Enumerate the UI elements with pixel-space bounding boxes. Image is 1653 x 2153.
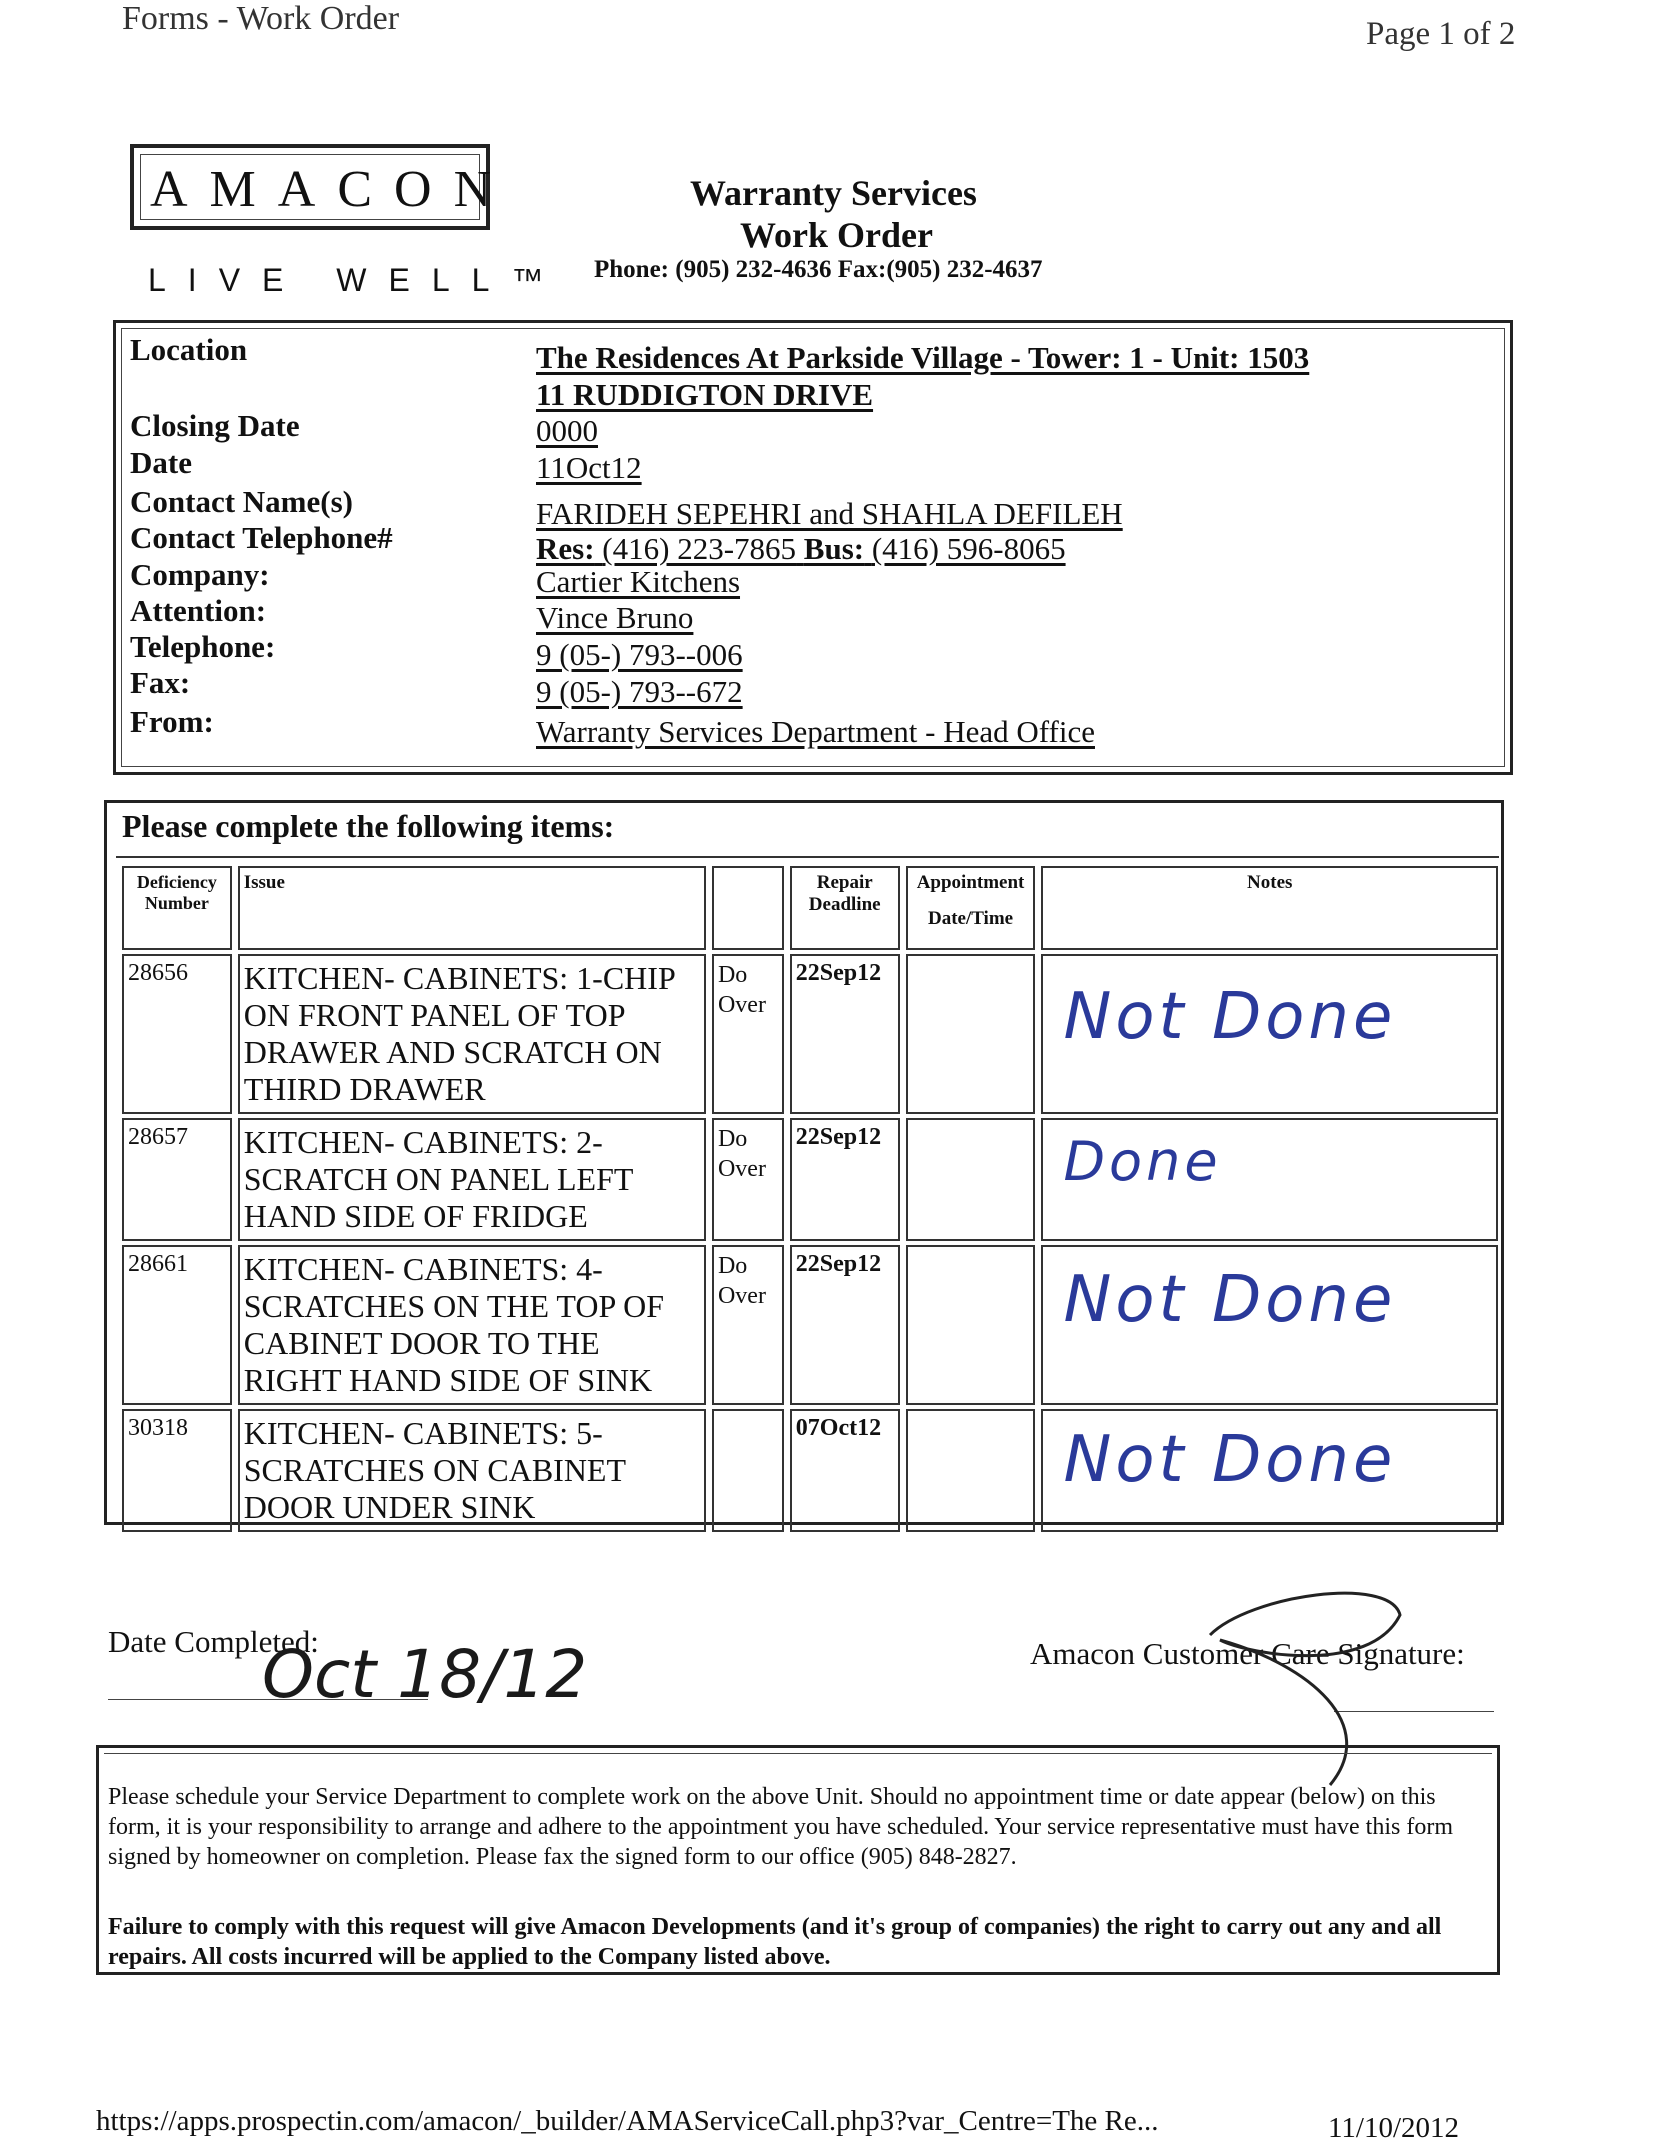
label-contact-telephone: Contact Telephone# [130,520,393,555]
issue-text: KITCHEN- CABINETS: 1-CHIP ON FRONT PANEL OF TOP DRAWER AND SCRATCH ON THIRD DRAWER [238,954,706,1114]
notes-cell [1041,954,1498,1114]
handwritten-note: Done [1063,1130,1222,1193]
deficiency-number: 28661 [122,1245,232,1405]
value-company: Cartier Kitchens [536,564,741,599]
handwritten-note: Not Done [1063,1263,1397,1337]
handwritten-note: Not Done [1063,980,1397,1054]
label-company: Company: [130,557,270,592]
value-location: The Residences At Parkside Village - Tower: 1 - Unit: 1503 [536,340,1310,375]
res-phone: (416) 223-7865 [602,531,797,566]
footer-url: https://apps.prospectin.com/amacon/_builder/AMAServiceCall.php3?var_Centre=The Re... [96,2105,1159,2137]
logo-tagline: LIVE WELL™ [148,262,566,298]
title-warranty-services: Warranty Services [690,173,977,213]
repair-deadline: 07Oct12 [790,1409,900,1532]
header-repair-deadline: Repair Deadline [790,866,900,950]
value-contact-telephone [536,531,1066,567]
form-title: Forms - Work Order [122,0,400,37]
issue-text: KITCHEN- CABINETS: 2-SCRATCH ON PANEL LEFT HAND SIDE OF FRIDGE [238,1118,706,1241]
items-header-row [122,866,1498,950]
header-action [712,866,784,950]
signature-label: Amacon Customer Care Signature: [1030,1636,1465,1671]
action-text: Do Over [712,1245,784,1405]
notes-cell [1041,1409,1498,1532]
header-deficiency: Deficiency Number [122,866,232,950]
header-appointment-label: Appointment [916,872,1025,893]
repair-deadline: 22Sep12 [790,1118,900,1241]
date-completed-handwritten: Oct 18/12 [262,1636,588,1713]
header-issue: Issue [238,866,706,950]
action-text: Do Over [712,954,784,1114]
label-telephone: Telephone: [130,629,276,664]
deficiency-number: 30318 [122,1409,232,1532]
table-row [122,1118,1498,1241]
date-completed-label: Date Completed: [108,1624,319,1659]
notice-warning: Failure to comply with this request will give Amacon Developments (and it's group of companies) the right to carry out any and all repairs. All costs incurred will be applied to the Company listed above. [108,1914,1442,1970]
table-row [122,954,1498,1114]
table-row [122,1245,1498,1405]
notice-instructions: Please schedule your Service Department to complete work on the above Unit. Should no appointment time or date appear (below) on this form, it is your responsibility to arrange and adhere to the appointment you have scheduled. Your service representative must have this form signed by homeowner on completion. Please fax the signed form to our office (905) 848-2827. [108,1784,1453,1870]
header-notes: Notes [1041,866,1498,950]
appointment-cell [906,1118,1036,1241]
header-appointment [906,866,1036,950]
deficiency-number: 28656 [122,954,232,1114]
label-date: Date [130,445,192,480]
value-contact-names: FARIDEH SEPEHRI and SHAHLA DEFILEH [536,496,1123,531]
issue-text: KITCHEN- CABINETS: 5-SCRATCHES ON CABINET DOOR UNDER SINK [238,1409,706,1532]
appointment-cell [906,1245,1036,1405]
items-title-divider [116,856,1499,858]
label-closing-date: Closing Date [130,408,300,443]
notes-cell [1041,1245,1498,1405]
bus-label: Bus: [803,531,865,566]
header-date-time: Date/Time [927,908,1014,929]
appointment-cell [906,954,1036,1114]
value-closing-date: 0000 [536,413,598,448]
title-work-order: Work Order [740,215,933,255]
logo: AMACON [150,161,514,218]
handwritten-note: Not Done [1063,1423,1397,1497]
label-attention: Attention: [130,593,267,628]
page-indicator: Page 1 of 2 [1366,16,1516,52]
res-label: Res: [536,531,595,566]
label-location: Location [130,332,248,367]
value-fax: 9 (05-) 793--672 [536,674,743,709]
items-table [116,862,1504,1536]
bus-phone: (416) 596-8065 [871,531,1066,566]
action-text: Do Over [712,1118,784,1241]
items-title: Please complete the following items: [122,808,615,844]
value-date: 11Oct12 [536,450,642,485]
notice-divider [104,1753,1492,1754]
value-attention: Vince Bruno [536,600,694,635]
repair-deadline: 22Sep12 [790,1245,900,1405]
footer-date: 11/10/2012 [1328,2112,1460,2144]
phone-fax: Phone: (905) 232-4636 Fax:(905) 232-4637 [594,256,1043,283]
label-from: From: [130,704,214,739]
notes-cell [1041,1118,1498,1241]
value-from: Warranty Services Department - Head Office [536,714,1095,749]
issue-text: KITCHEN- CABINETS: 4-SCRATCHES ON THE TOP OF CABINET DOOR TO THE RIGHT HAND SIDE OF SINK [238,1245,706,1405]
appointment-cell [906,1409,1036,1532]
label-contact-names: Contact Name(s) [130,484,353,519]
value-address: 11 RUDDIGTON DRIVE [536,377,874,412]
table-row [122,1409,1498,1532]
repair-deadline: 22Sep12 [790,954,900,1114]
label-fax: Fax: [130,665,191,700]
action-text [712,1409,784,1532]
deficiency-number: 28657 [122,1118,232,1241]
value-telephone: 9 (05-) 793--006 [536,637,743,672]
